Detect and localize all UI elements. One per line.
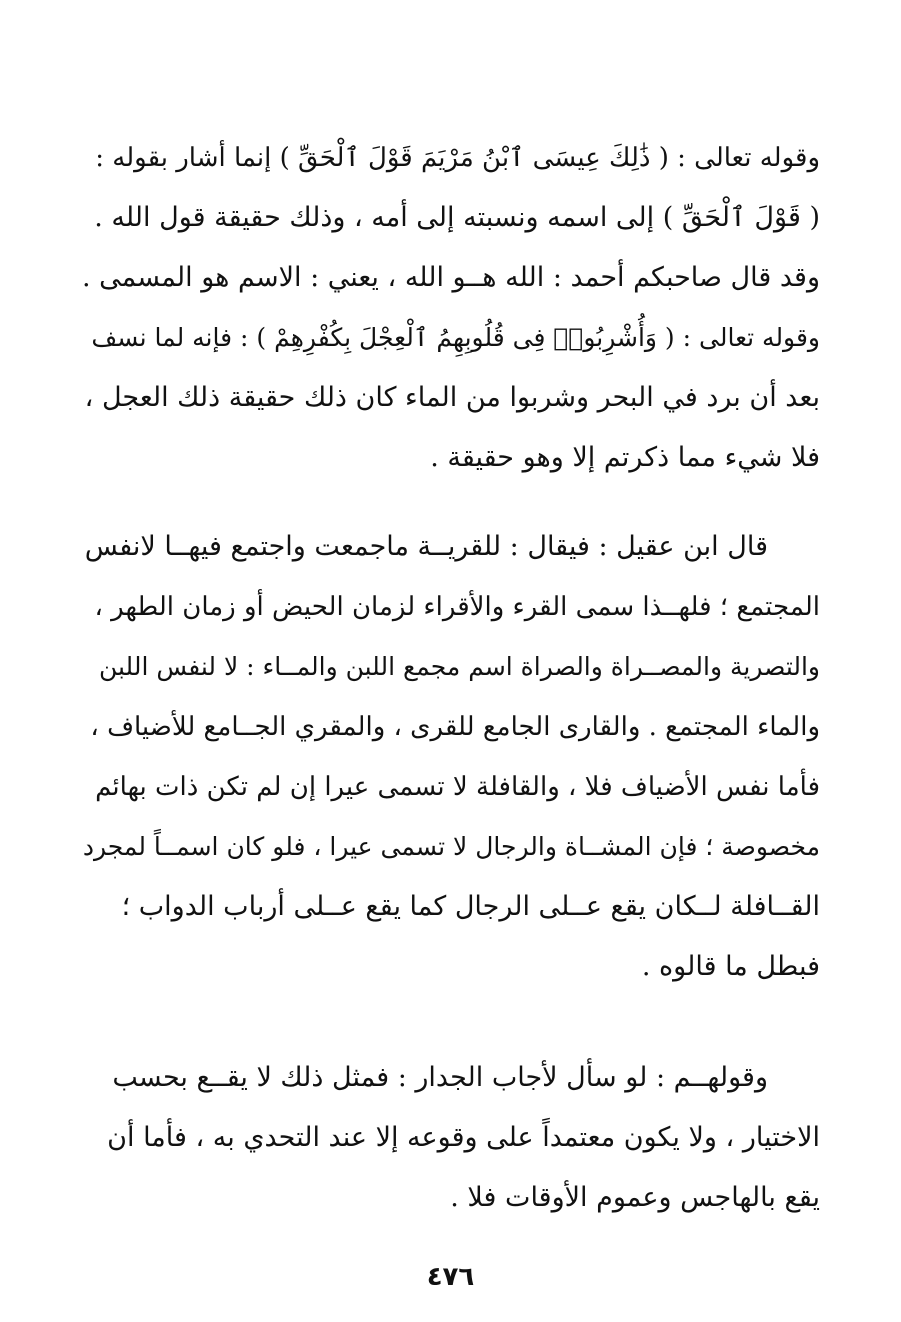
paragraph-1: [78, 128, 820, 488]
paragraph-3: [78, 1048, 820, 1228]
paragraph-2: [78, 517, 820, 997]
text-line: فبطل ما قالوه .: [641, 951, 820, 982]
text-line: فلا شيء مما ذكرتم إلا وهو حقيقة .: [430, 442, 820, 473]
text-line: القــافلة لــكان يقع عــلى الرجال كما يقع عــلى أرباب الدواب ؛: [121, 891, 820, 922]
text-line: مخصوصة ؛ فإن المشــاة والرجال لا تسمى عيرا ، فلو كان اسمــاً لمجرد: [82, 832, 820, 861]
text-line: والماء المجتمع . والقارى الجامع للقرى ، والمقري الجــامع للأضياف ،: [90, 712, 820, 742]
text-line: فأما نفس الأضياف فلا ، والقافلة لا تسمى عيرا إن لم تكن ذات بهائم: [95, 772, 820, 802]
text-line: الاختيار ، ولا يكون معتمداً على وقوعه إلا عند التحدي به ، فأما أن: [107, 1122, 820, 1153]
text-line: ( قَوْلَ ٱلْحَقِّ ) إلى اسمه ونسبته إلى أمه ، وذلك حقيقة قول الله .: [94, 202, 820, 233]
text-line: قال ابن عقيل : فيقال : للقريــة ماجمعت واجتمع فيهــا لانفس: [84, 531, 768, 562]
text-line: وقوله تعالى : ( ذَٰلِكَ عِيسَى ٱبْنُ مَرْيَمَ قَوْلَ ٱلْحَقِّ ) إنما أشار بقوله :: [95, 143, 820, 173]
text-line: يقع بالهاجس وعموم الأوقات فلا .: [450, 1182, 820, 1213]
text-line: والتصرية والمصــراة والصراة اسم مجمع اللبن والمــاء : لا لنفس اللبن: [98, 652, 820, 681]
text-line: وقوله تعالى : ( وَأُشْرِبُوا۟ فِى قُلُوبِهِمُ ٱلْعِجْلَ بِكُفْرِهِمْ ) : فإنه لما نسف: [91, 323, 820, 352]
text-line: المجتمع ؛ فلهــذا سمى القرء والأقراء لزمان الحيض أو زمان الطهر ،: [94, 592, 820, 622]
text-line: وقولهــم : لو سأل لأجاب الجدار : فمثل ذلك لا يقــع بحسب: [112, 1062, 768, 1093]
text-line: بعد أن برد في البحر وشربوا من الماء كان ذلك حقيقة ذلك العجل ،: [84, 382, 820, 413]
text-line: وقد قال صاحبكم أحمد : الله هــو الله ، يعني : الاسم هو المسمى .: [81, 262, 820, 293]
page-number: ٤٧٦: [426, 1262, 475, 1292]
